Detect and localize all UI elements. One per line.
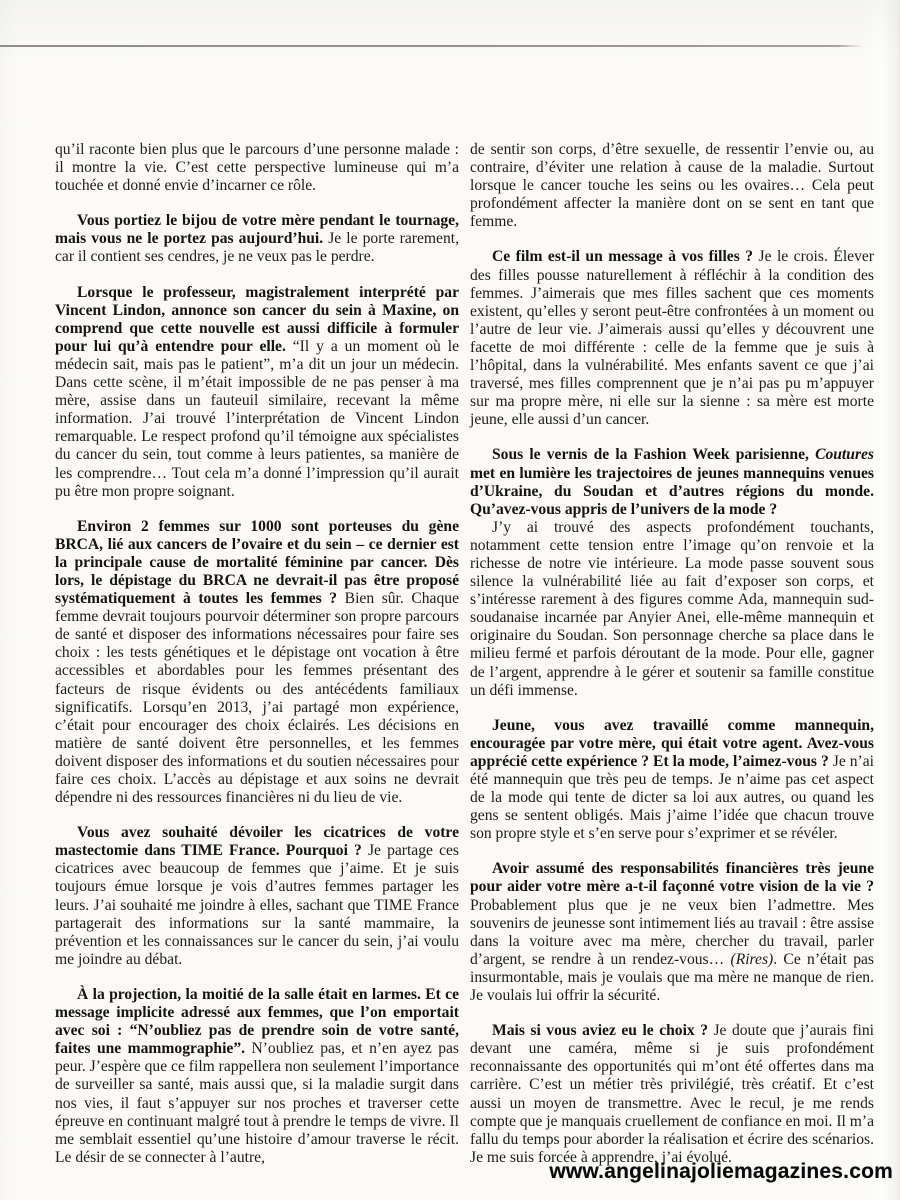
question-text: Ce film est-il un message à vos filles ? [492, 248, 759, 266]
interview-question-answer-paragraph [55, 284, 459, 501]
answer-text: Je n’ai été mannequin que très peu de temps. Je n’aime pas cet aspect de la mode qui tente de dicter sa loi aux autres, ou quand les gens se sentent obligés. Mais j’aime l’idée que chacun trouve son propre style et s’en serve pour s’exprimer et se révéler. [470, 752, 874, 843]
answer-text: . Ce n’était pas insurmontable, mais je voulais que ma mère ne manque de rien. Je voulais lui offrir la sécurité. [470, 950, 874, 1005]
article-column-right [470, 141, 874, 1167]
question-text: Sous le vernis de la Fashion Week parisienne, [492, 446, 816, 464]
interview-answer-paragraph [470, 519, 874, 700]
question-text: Vous avez souhaité dévoiler les cicatrices de votre mastectomie dans TIME France. Pourquoi ? [55, 824, 459, 860]
question-text: À la projection, la moitié de la salle était en larmes. Et ce message implicite adressé aux femmes, que l’on emportait avec soi : “N’oubliez pas de prendre soin de votre santé, faites une mammographie”. [55, 985, 459, 1058]
interview-question-answer-paragraph [470, 717, 874, 844]
answer-text: Je partage ces cicatrices avec beaucoup de femmes que j’aime. Et je suis toujours émue lorsque je vois d’autres femmes partager les leurs. J’ai souhaité me joindre à elles, sachant que TIME France partagerait des informations sur la santé mammaire, la prévention et les connaissances sur le cancer du sein, j’ai voulu me joindre au débat. [55, 842, 459, 968]
interview-answer-paragraph [470, 141, 874, 231]
interview-question-answer-paragraph [55, 518, 459, 808]
question-text: Avoir assumé des responsabilités financières très jeune pour aider votre mère a-t-il façonné votre vision de la vie ? [470, 860, 874, 896]
question-text: Environ 2 femmes sur 1000 sont porteuses du gène BRCA, lié aux cancers de l’ovaire et du sein – ce dernier est la principale cause de mortalité féminine par cancer. Dès lors, le dépistage du BRCA ne devrait-il pas être proposé systématiquement à toutes les femmes ? [55, 517, 459, 608]
answer-text: Bien sûr. Chaque femme devrait toujours pourvoir déterminer son propre parcours de santé et disposer des informations nécessaires pour faire ses choix : les tests génétiques et le dépistage ont vocation à être accessibles et abordables pour les femmes présentant des facteurs de risque évidents ou des antécédents familiaux significatifs. Lorsqu’en 2013, j’ai partagé mon expérience, c’était pour encourager des choix éclairés. Les décisions en matière de santé doivent être personnelles, et les femmes doivent disposer des informations et du soutien nécessaires pour faire ces choix. L’accès au dépistage et aux soins ne devrait dépendre ni des ressources financières ni du lieu de vie. [55, 590, 459, 807]
top-horizontal-rule [0, 45, 863, 47]
answer-text: N’oubliez pas, et n’en ayez pas peur. J’espère que ce film rappellera non seulement l’importance de surveiller sa santé, mais aussi que, si la maladie surgit dans nos vies, il faut s’appuyer sur nos proches et traverser cette épreuve en continuant malgré tout à prendre le temps de vivre. Il me semblait essentiel qu’une histoire d’amour traverse le récit. Le désir de se connecter à l’autre, [55, 1040, 460, 1166]
interview-question-answer-paragraph [470, 1022, 874, 1167]
answer-text: Je le crois. Élever des filles pousse naturellement à réfléchir à la condition des femmes. J’aimerais que mes filles sachent que ces moments existent, qu’elles y seront peut-être confrontées à un moment ou l’autre de leur vie. J’aimerais aussi qu’elles y découvrent une facette de moi différente : celle de la femme que je suis à l’hôpital, dans la vulnérabilité. Mes enfants savent ce que j’ai traversé, mes filles comprennent que je n’ai pas pu m’appuyer sur ma propre mère, ni elle sur la sienne : sa mère est morte jeune, elle aussi d’un cancer. [470, 248, 875, 429]
answer-text: Je le porte rarement, car il contient ses cendres, je ne veux pas le perdre. [55, 230, 459, 266]
answer-text: qu’il raconte bien plus que le parcours d’une personne malade : il montre la vie. C’est cette perspective lumineuse qui m’a touchée et donné envie d’incarner ce rôle. [55, 141, 459, 195]
interview-question-answer-paragraph [470, 860, 874, 1005]
interview-answer-paragraph [55, 141, 459, 195]
interview-question-answer-paragraph [470, 248, 874, 429]
question-text: Coutures [815, 446, 874, 464]
question-text: Lorsque le professeur, magistralement interprété par Vincent Lindon, annonce son cancer du sein à Maxine, on comprend que cette nouvelle est aussi difficile à formuler pour lui qu’à entendre pour elle. [55, 283, 459, 355]
interview-question-answer-paragraph [55, 212, 459, 266]
article-column-left [55, 141, 459, 1167]
question-text: Mais si vous aviez eu le choix ? [492, 1022, 714, 1040]
interview-question-answer-paragraph [470, 446, 874, 518]
answer-text: J’y ai trouvé des aspects profondément touchants, notamment cette tension entre l’image qu’on renvoie et la richesse de notre vie intérieure. La mode passe souvent sous silence la vulnérabilité liée au fait d’exposer son corps, et s’intéresse rarement à des figures comme Ada, mannequin sud-soudanaise incarnée par Anyier Anei, elle-même mannequin et originaire du Soudan. Son personnage cherche sa place dans le milieu fermé et parfois déroutant de la mode. Pour elle, gagner de l’argent, apprendre à le gérer et soutenir sa famille constitue un défi immense. [470, 518, 874, 699]
answer-text: Probablement plus que je ne veux bien l’admettre. Mes souvenirs de jeunesse sont intimement liés au travail : être assise dans la voiture avec ma mère, chercher du travail, parler d’argent, se rendre à un rendez-vous… [470, 896, 874, 968]
question-text: Vous portiez le bijou de votre mère pendant le tournage, mais vous ne le portez pas aujourd’hui. [55, 212, 459, 248]
question-text: met en lumière les trajectoires de jeunes mannequins venues d’Ukraine, du Soudan et d’autres régions du monde. Qu’avez-vous appris de l’univers de la mode ? [470, 464, 874, 518]
watermark-url: www.angelinajoliemagazines.com [549, 1160, 893, 1183]
stage-direction-text: (Rires) [730, 950, 774, 968]
answer-text: “Il y a un moment où le médecin sait, mais pas le patient”, m’a dit un jour un médecin. Dans cette scène, il m’était impossible de ne pas penser à ma mère, assise dans un fauteuil similaire, recevant la même information. J’ai trouvé l’interprétation de Vincent Lindon remarquable. Le respect profond qu’il témoigne aux spécialistes du cancer du sein, tout comme à leurs patientes, sa manière de les comprendre… Tout cela m’a donné l’impression qu’il aurait pu être mon propre soignant. [55, 337, 459, 500]
answer-text: de sentir son corps, d’être sexuelle, de ressentir l’envie ou, au contraire, d’éviter une relation à cause de la maladie. Surtout lorsque le cancer touche les seins ou les ovaires… Cela peut profondément affecter la manière dont on se sent en tant que femme. [470, 141, 874, 231]
answer-text: Je doute que j’aurais fini devant une caméra, même si je suis profondément reconnaissante des opportunités qui m’ont été offertes dans ma carrière. C’est un métier très privilégié, très créatif. Et c’est aussi un moyen de transmettre. Avec le recul, je me rends compte que je manquais cruellement de confiance en moi. Il m’a fallu du temps pour aborder la réalisation et écrire des scénarios. Je me suis forcée à apprendre, j’ai évolué. [470, 1022, 874, 1166]
question-text: Jeune, vous avez travaillé comme mannequin, encouragée par votre mère, qui était votre agent. Avez-vous apprécié cette expérience ? Et la mode, l’aimez-vous ? [470, 716, 874, 770]
interview-question-answer-paragraph [55, 824, 459, 969]
interview-question-answer-paragraph [55, 986, 459, 1167]
